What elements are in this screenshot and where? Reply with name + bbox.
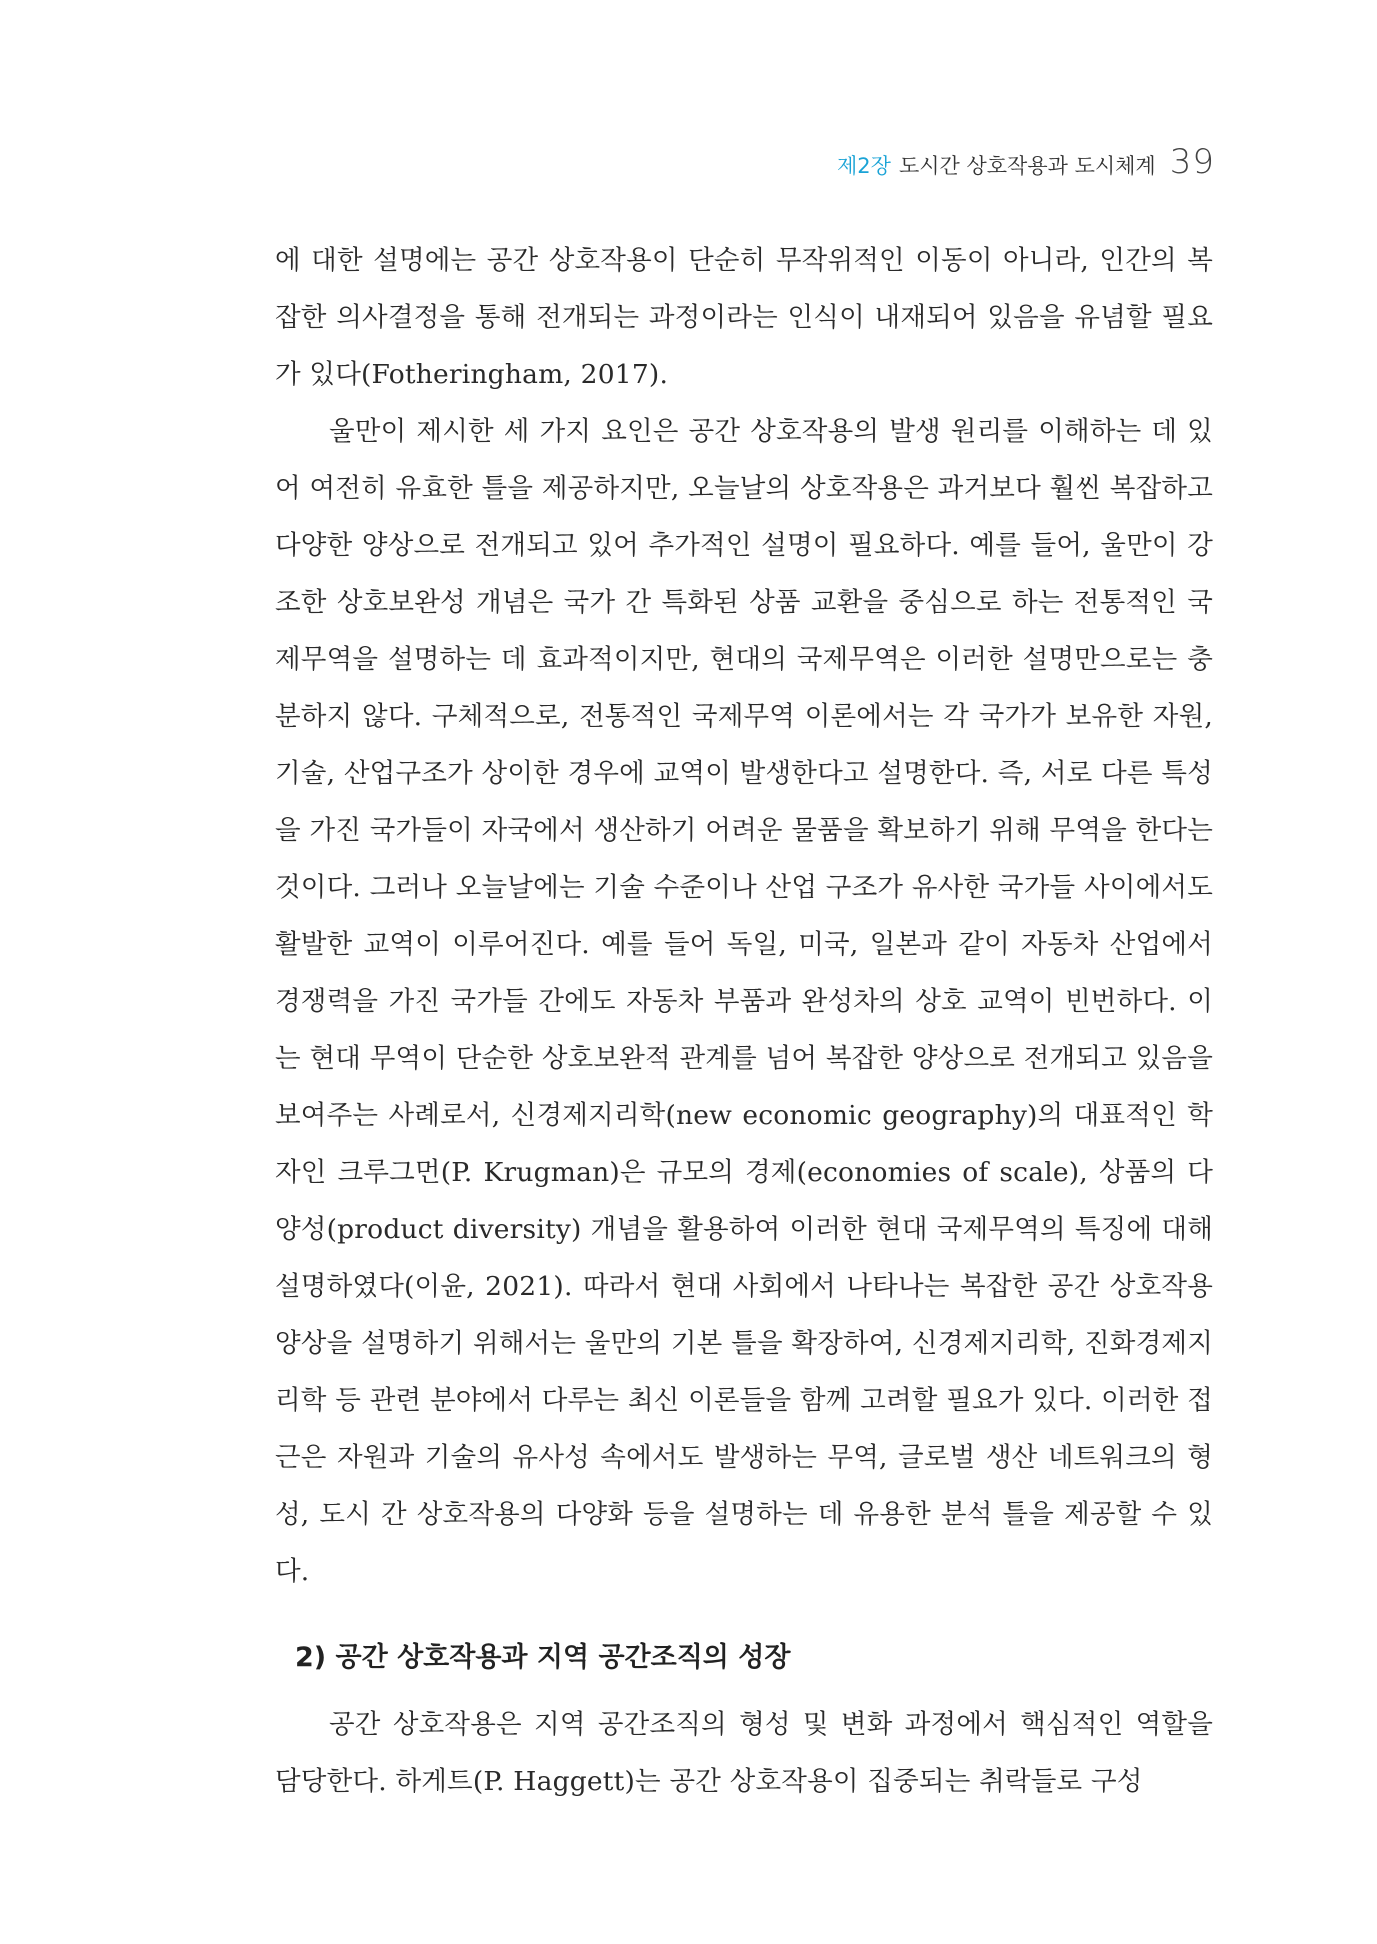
chapter-label: 제2장 [837,154,891,178]
running-header [837,142,1215,182]
paragraph-ullman-factors: 울만이 제시한 세 가지 요인은 공간 상호작용의 발생 원리를 이해하는 데 있어 여전히 유효한 틀을 제공하지만, 오늘날의 상호작용은 과거보다 훨씬 복잡하고 다양한 양상으로 전개되고 있어 추가적인 설명이 필요하다. 예를 들어, 울만이 강조한 상호보완성 개념은 국가 간 특화된 상품 교환을 중심으로 하는 전통적인 국제무역을 설명하는 데 효과적이지만, 현대의 국제무역은 이러한 설명만으로는 충분하지 않다. 구체적으로, 전통적인 국제무역 이론에서는 각 국가가 보유한 자원, 기술, 산업구조가 상이한 경우에 교역이 발생한다고 설명한다. 즉, 서로 다른 특성을 가진 국가들이 자국에서 생산하기 어려운 물품을 확보하기 위해 무역을 한다는 것이다. 그러나 오늘날에는 기술 수준이나 산업 구조가 유사한 국가들 사이에서도 활발한 교역이 이루어진다. 예를 들어 독일, 미국, 일본과 같이 자동차 산업에서 경쟁력을 가진 국가들 간에도 자동차 부품과 완성차의 상호 교역이 빈번하다. 이는 현대 무역이 단순한 상호보완적 관계를 넘어 복잡한 양상으로 전개되고 있음을 보여주는 사례로서, 신경제지리학(new economic geography)의 대표적인 학자인 크루그먼(P. Krugman)은 규모의 경제(economies of scale), 상품의 다양성(product diversity) 개념을 활용하여 이러한 현대 국제무역의 특징에 대해 설명하였다(이윤, 2021). 따라서 현대 사회에서 나타나는 복잡한 공간 상호작용 양상을 설명하기 위해서는 울만의 기본 틀을 확장하여, 신경제지리학, 진화경제지리학 등 관련 분야에서 다루는 최신 이론들을 함께 고려할 필요가 있다. 이러한 접근은 자원과 기술의 유사성 속에서도 발생하는 무역, 글로벌 생산 네트워크의 형성, 도시 간 상호작용의 다양화 등을 설명하는 데 유용한 분석 틀을 제공할 수 있다. [275,416,1213,1587]
page-number: 39 [1169,142,1215,182]
paragraph-spatial-organization: 공간 상호작용은 지역 공간조직의 형성 및 변화 과정에서 핵심적인 역할을 담당한다. 하게트(P. Haggett)는 공간 상호작용이 집중되는 취락들로 구성 [275,1709,1213,1797]
page-body [275,232,1213,1810]
chapter-title: 도시간 상호작용과 도시체계 [898,154,1156,178]
paragraph-continued: 에 대한 설명에는 공간 상호작용이 단순히 무작위적인 이동이 아니라, 인간의 복잡한 의사결정을 통해 전개되는 과정이라는 인식이 내재되어 있음을 유념할 필요가 있다(Fotheringham, 2017). [275,245,1213,390]
section-heading: 2) 공간 상호작용과 지역 공간조직의 성장 [295,1642,791,1673]
